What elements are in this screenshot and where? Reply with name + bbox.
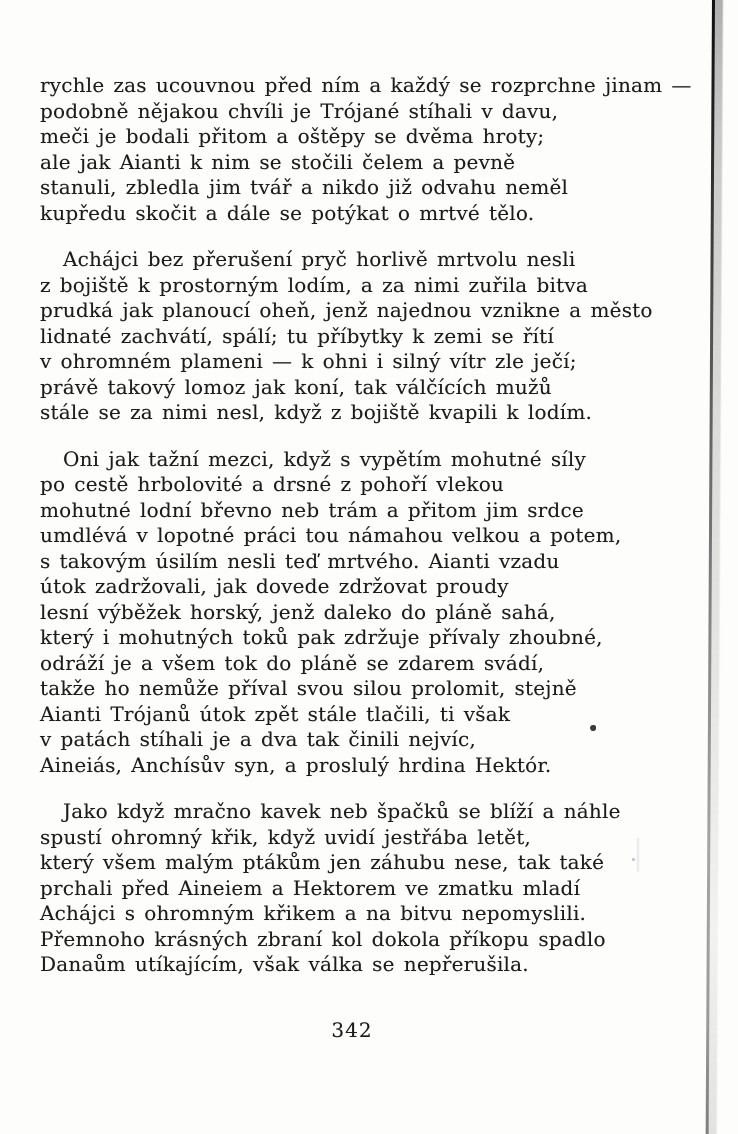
verse-line: Aineiás, Anchísův syn, a proslulý hrdina Hektór.: [40, 752, 552, 777]
verse-line: rychle zas ucouvnou před ním a každý se rozprchne jinam —: [40, 73, 692, 97]
verse-line: Achájci bez přerušení pryč horlivě mrtvolu nesli: [63, 247, 576, 271]
stanza-2: [40, 247, 664, 426]
verse-line: Achájci s ohromným křikem a na bitvu nepomyslili.: [40, 901, 587, 925]
text-column: [40, 73, 692, 978]
verse-line: spustí ohromný křik, když uvidí jestřába letět,: [40, 824, 531, 849]
verse-line: umdlévá v lopotné práci tou námahou velkou a potem,: [40, 523, 622, 547]
verse-line: stále se za nimi nesl, když z bojiště kvapili k lodím.: [40, 400, 593, 424]
verse-line: Přemnoho krásných zbraní kol dokola příkopu spadlo: [40, 926, 606, 951]
verse-line: podobně nějakou chvíli je Trójané stíhali v davu,: [40, 98, 559, 123]
verse-line: s takovým úsilím nesli teď mrtvého. Aianti vzadu: [40, 548, 560, 573]
stanza-1: [40, 73, 692, 226]
verse-line: Aianti Trójanů útok zpět stále tlačili, ti však: [40, 701, 511, 726]
faint-speck: [632, 858, 635, 861]
verse-line: prudká jak planoucí oheň, jenž najednou vznikne a město: [40, 298, 653, 322]
verse-line: který všem malým ptákům jen záhubu nese, tak také: [40, 850, 605, 874]
verse-line: kupředu skočit a dále se potýkat o mrtvé tělo.: [40, 200, 535, 225]
verse-line: lidnaté zachvátí, spálí; tu příbytky k zemi se řítí: [40, 323, 554, 348]
verse-line: ale jak Aianti k nim se stočili čelem a pevně: [40, 149, 516, 174]
verse-line: Jako když mračno kavek neb špačků se blíží a náhle: [63, 799, 621, 823]
verse-line: takže ho nemůže příval svou silou prolomit, stejně: [40, 676, 577, 700]
verse-line: prchali před Aineiem a Hektorem ve zmatku mladí: [40, 875, 581, 900]
verse-line: který i mohutných toků pak zdržuje přívaly zhoubné,: [40, 625, 603, 649]
verse-line: z bojiště k prostorným lodím, a za nimi zuřila bitva: [40, 272, 588, 297]
stanza-3: [40, 447, 664, 779]
ink-speck: [590, 725, 596, 731]
verse-line: v ohromném plameni — k ohni i silný vítr zle ječí;: [40, 349, 577, 373]
stanza-4: [40, 799, 664, 978]
verse-line: meči je bodali přitom a oštěpy se dvěma hroty;: [40, 124, 545, 148]
verse-line: v patách stíhali je a dva tak činili nejvíc,: [40, 727, 476, 751]
verse-line: právě takový lomoz jak koní, tak válčících mužů: [40, 374, 552, 399]
verse-line: po cestě hrbolovité a drsné z pohoří vlekou: [40, 472, 505, 496]
verse-line: Oni jak tažní mezci, když s vypětím mohutné síly: [63, 446, 586, 471]
verse-line: lesní výběžek horský, jenž daleko do pláně sahá,: [40, 599, 556, 624]
verse-line: odráží je a všem tok do pláně se zdarem svádí,: [40, 650, 545, 675]
verse-line: Danaům utíkajícím, však válka se nepřerušila.: [40, 952, 529, 976]
verse-line: útok zadržovali, jak dovede zdržovat proudy: [40, 574, 509, 598]
verse-line: mohutné lodní břevno neb trám a přitom jim srdce: [40, 497, 584, 522]
verse-line: stanuli, zbledla jim tvář a nikdo již odvahu neměl: [40, 175, 569, 199]
page-number: 342: [331, 1018, 373, 1042]
faint-streak: [637, 838, 639, 872]
